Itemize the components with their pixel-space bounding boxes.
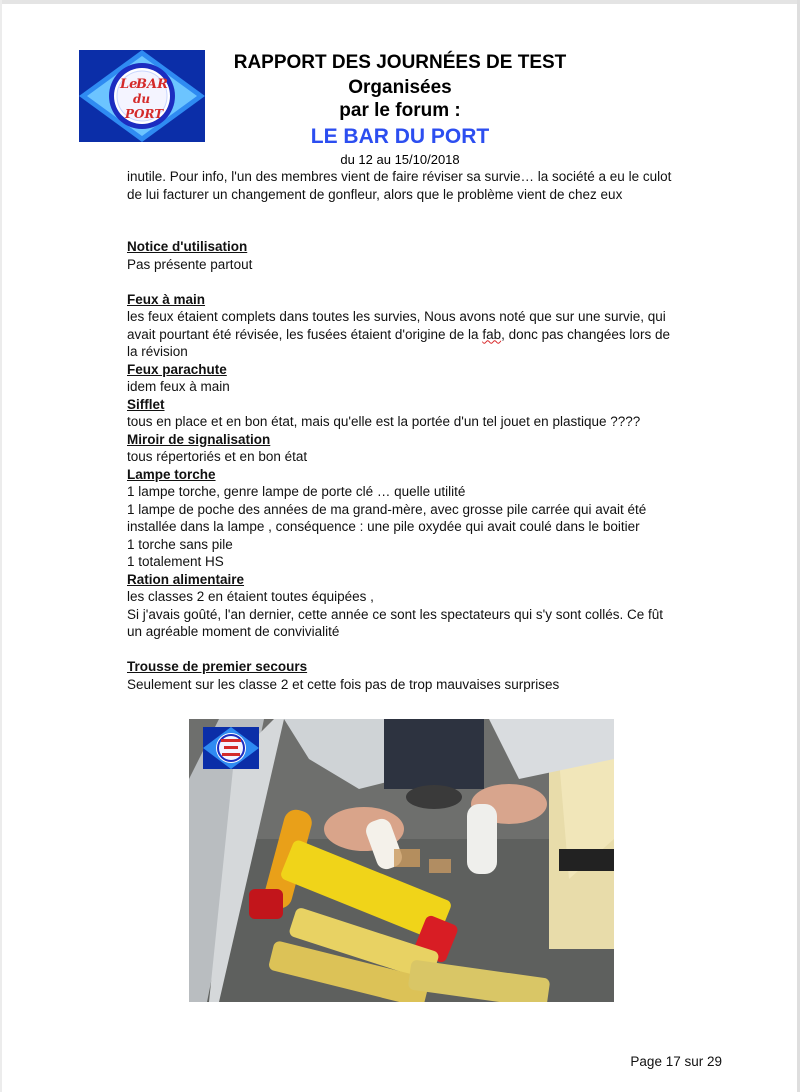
section-heading-feux-main: Feux à main bbox=[127, 291, 206, 307]
section-heading-trousse: Trousse de premier secours bbox=[127, 659, 308, 674]
section-text: installée dans la lampe , conséquence : une pile oxydée qui avait coulé dans le boitier bbox=[127, 519, 640, 534]
spellcheck-word: fab bbox=[482, 326, 502, 342]
report-subtitle-forum: par le forum : bbox=[339, 100, 461, 121]
section-heading-ration: Ration alimentaire bbox=[127, 571, 245, 587]
logo-text-le: Le bbox=[120, 77, 138, 92]
logo-text-port: PORT bbox=[125, 107, 164, 121]
report-title: RAPPORT DES JOURNÉES DE TEST bbox=[233, 52, 567, 73]
section-heading-feux-parachute: Feux parachute bbox=[127, 361, 227, 377]
section-text: Seulement sur les classe 2 et cette fois pas de trop mauvaises surprises bbox=[127, 676, 560, 692]
section-text: 1 lampe de poche des années de ma grand-mère, avec grosse pile carrée qui avait été bbox=[127, 501, 647, 517]
section-text: tous répertoriés et en bon état bbox=[127, 449, 308, 464]
report-body bbox=[127, 168, 727, 693]
section-text: un agréable moment de convivialité bbox=[127, 624, 340, 639]
page-left-edge bbox=[0, 0, 2, 1092]
flares-photo-icon bbox=[189, 719, 614, 1002]
report-dates: du 12 au 15/10/2018 bbox=[340, 152, 460, 167]
page-number: Page 17 sur 29 bbox=[630, 1054, 722, 1069]
section-heading-lampe: Lampe torche bbox=[127, 466, 216, 482]
section-text-part: , donc pas changées lors de bbox=[501, 326, 670, 342]
section-text-part: avait pourtant été révisée, les fusées étaient d'origine de la bbox=[127, 326, 483, 342]
forum-name: LE BAR DU PORT bbox=[310, 125, 490, 148]
section-text bbox=[127, 326, 727, 344]
logo-text-bar: BAR bbox=[136, 77, 168, 92]
section-heading-miroir: Miroir de signalisation bbox=[127, 431, 271, 447]
section-heading-sifflet: Sifflet bbox=[127, 396, 165, 412]
bar-du-port-logo-icon bbox=[79, 50, 205, 142]
section-text: Pas présente partout bbox=[127, 256, 253, 272]
section-text: idem feux à main bbox=[127, 379, 230, 394]
report-subtitle-organisees: Organisées bbox=[348, 77, 452, 98]
section-heading-notice: Notice d'utilisation bbox=[127, 239, 248, 254]
section-text: Si j'avais goûté, l'an dernier, cette année ce sont les spectateurs qui s'y sont collés. Ce fût bbox=[127, 606, 664, 622]
section-text: la révision bbox=[127, 344, 188, 359]
section-text: 1 lampe torche, genre lampe de porte clé … quelle utilité bbox=[127, 484, 466, 499]
logo-text-du: du bbox=[133, 92, 151, 106]
intro-line: inutile. Pour info, l'un des membres vient de faire réviser sa survie… la société a eu le culot bbox=[127, 169, 672, 184]
section-text: les classes 2 en étaient toutes équipées , bbox=[127, 589, 374, 604]
section-text: 1 totalement HS bbox=[127, 554, 224, 569]
page-top-edge bbox=[0, 0, 800, 4]
section-text: 1 torche sans pile bbox=[127, 536, 233, 552]
section-text: tous en place et en bon état, mais qu'elle est la portée d'un tel jouet en plastique ???? bbox=[127, 414, 641, 429]
section-text: les feux étaient complets dans toutes les survies, Nous avons noté que sur une survie, qui bbox=[127, 309, 666, 324]
intro-line: de lui facturer un changement de gonfleur, alors que le problème vient de chez eux bbox=[127, 186, 623, 202]
